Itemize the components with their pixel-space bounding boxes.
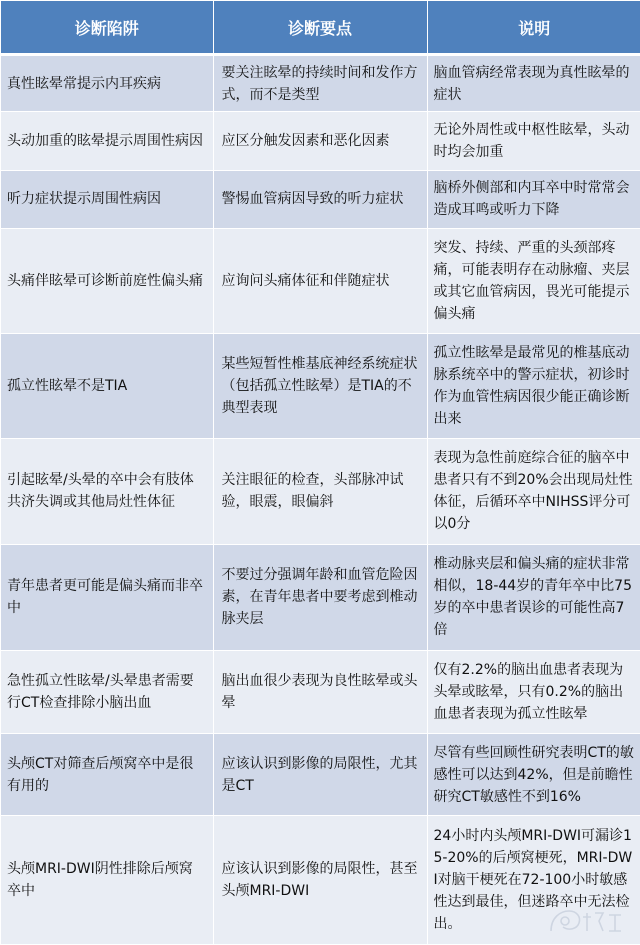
pitfall-cell: 孤立性眩晕不是TIA [1, 334, 213, 438]
explanation-cell: 仅有2.2%的脑出血患者表现为头晕或眩晕，只有0.2%的脑出血患者表现为孤立性眩晕 [427, 650, 640, 733]
table-row [1, 112, 640, 170]
key-point-cell: 关注眼征的检查，头部脉冲试验，眼震，眼偏斜 [213, 438, 427, 544]
explanation-cell: 无论外周性或中枢性眩晕，头动时均会加重 [427, 112, 640, 170]
table-row [1, 816, 640, 945]
key-point-cell: 某些短暂性椎基底神经系统症状（包括孤立性眩晕）是TIA的不典型表现 [213, 334, 427, 438]
table-row [1, 55, 640, 112]
explanation-cell: 尽管有些回顾性研究表明CT的敏感性可以达到42%，但是前瞻性研究CT敏感性不到16% [427, 733, 640, 815]
key-point-cell: 不要过分强调年龄和血管危险因素，在青年患者中要考虑到椎动脉夹层 [213, 545, 427, 650]
key-point-cell: 应询问头痛体征和伴随症状 [213, 228, 427, 333]
header-explanation: 说明 [427, 1, 640, 55]
pitfall-cell: 急性孤立性眩晕/头晕患者需要行CT检查排除小脑出血 [1, 650, 213, 733]
pitfall-cell: 头动加重的眩晕提示周围性病因 [1, 112, 213, 170]
key-point-cell: 要关注眩晕的持续时间和发作方式，而不是类型 [213, 55, 427, 112]
explanation-cell: 脑桥外侧部和内耳卒中时常常会造成耳鸣或听力下降 [427, 170, 640, 228]
explanation-cell: 椎动脉夹层和偏头痛的症状非常相似，18-44岁的青年卒中比75岁的卒中患者误诊的可能性高7倍 [427, 545, 640, 650]
pitfall-cell: 引起眩晕/头晕的卒中会有肢体共济失调或其他局灶性体征 [1, 438, 213, 544]
pitfall-cell: 听力症状提示周围性病因 [1, 170, 213, 228]
key-point-cell: 应该认识到影像的局限性，甚至头颅MRI-DWI [213, 816, 427, 945]
table-row [1, 228, 640, 333]
key-point-cell: 警惕血管病因导致的听力症状 [213, 170, 427, 228]
table-row [1, 733, 640, 815]
pitfall-cell: 头痛伴眩晕可诊断前庭性偏头痛 [1, 228, 213, 333]
explanation-cell: 表现为急性前庭综合征的脑卒中患者只有不到20%会出现局灶性体征，后循环卒中NIHSS评分可以0分 [427, 438, 640, 544]
header-pitfall: 诊断陷阱 [1, 1, 213, 55]
pitfall-cell: 真性眩晕常提示内耳疾病 [1, 55, 213, 112]
pitfall-cell: 青年患者更可能是偏头痛而非卒中 [1, 545, 213, 650]
explanation-cell: 脑血管病经常表现为真性眩晕的症状 [427, 55, 640, 112]
table-header-row [1, 1, 640, 55]
key-point-cell: 应该认识到影像的局限性，尤其是CT [213, 733, 427, 815]
key-point-cell: 应区分触发因素和恶化因素 [213, 112, 427, 170]
table-row [1, 170, 640, 228]
pitfall-cell: 头颅CT对筛查后颅窝卒中是很有用的 [1, 733, 213, 815]
explanation-cell: 孤立性眩晕是最常见的椎基底动脉系统卒中的警示症状，初诊时作为血管性病因很少能正确诊断出来 [427, 334, 640, 438]
explanation-cell: 突发、持续、严重的头颈部疼痛，可能表明存在动脉瘤、夹层或其它血管病因，畏光可能提示偏头痛 [427, 228, 640, 333]
explanation-cell: 24小时内头颅MRI-DWI可漏诊15-20%的后颅窝梗死，MRI-DWI对脑干梗死在72-100小时敏感性达到最佳，但迷路卒中无法检出。 [427, 816, 640, 945]
pitfall-cell: 头颅MRI-DWI阴性排除后颅窝卒中 [1, 816, 213, 945]
diagnosis-pitfalls-table [1, 1, 640, 945]
header-key-points: 诊断要点 [213, 1, 427, 55]
table-row [1, 650, 640, 733]
table-row [1, 438, 640, 544]
table-row [1, 545, 640, 650]
table-row [1, 334, 640, 438]
key-point-cell: 脑出血很少表现为良性眩晕或头晕 [213, 650, 427, 733]
